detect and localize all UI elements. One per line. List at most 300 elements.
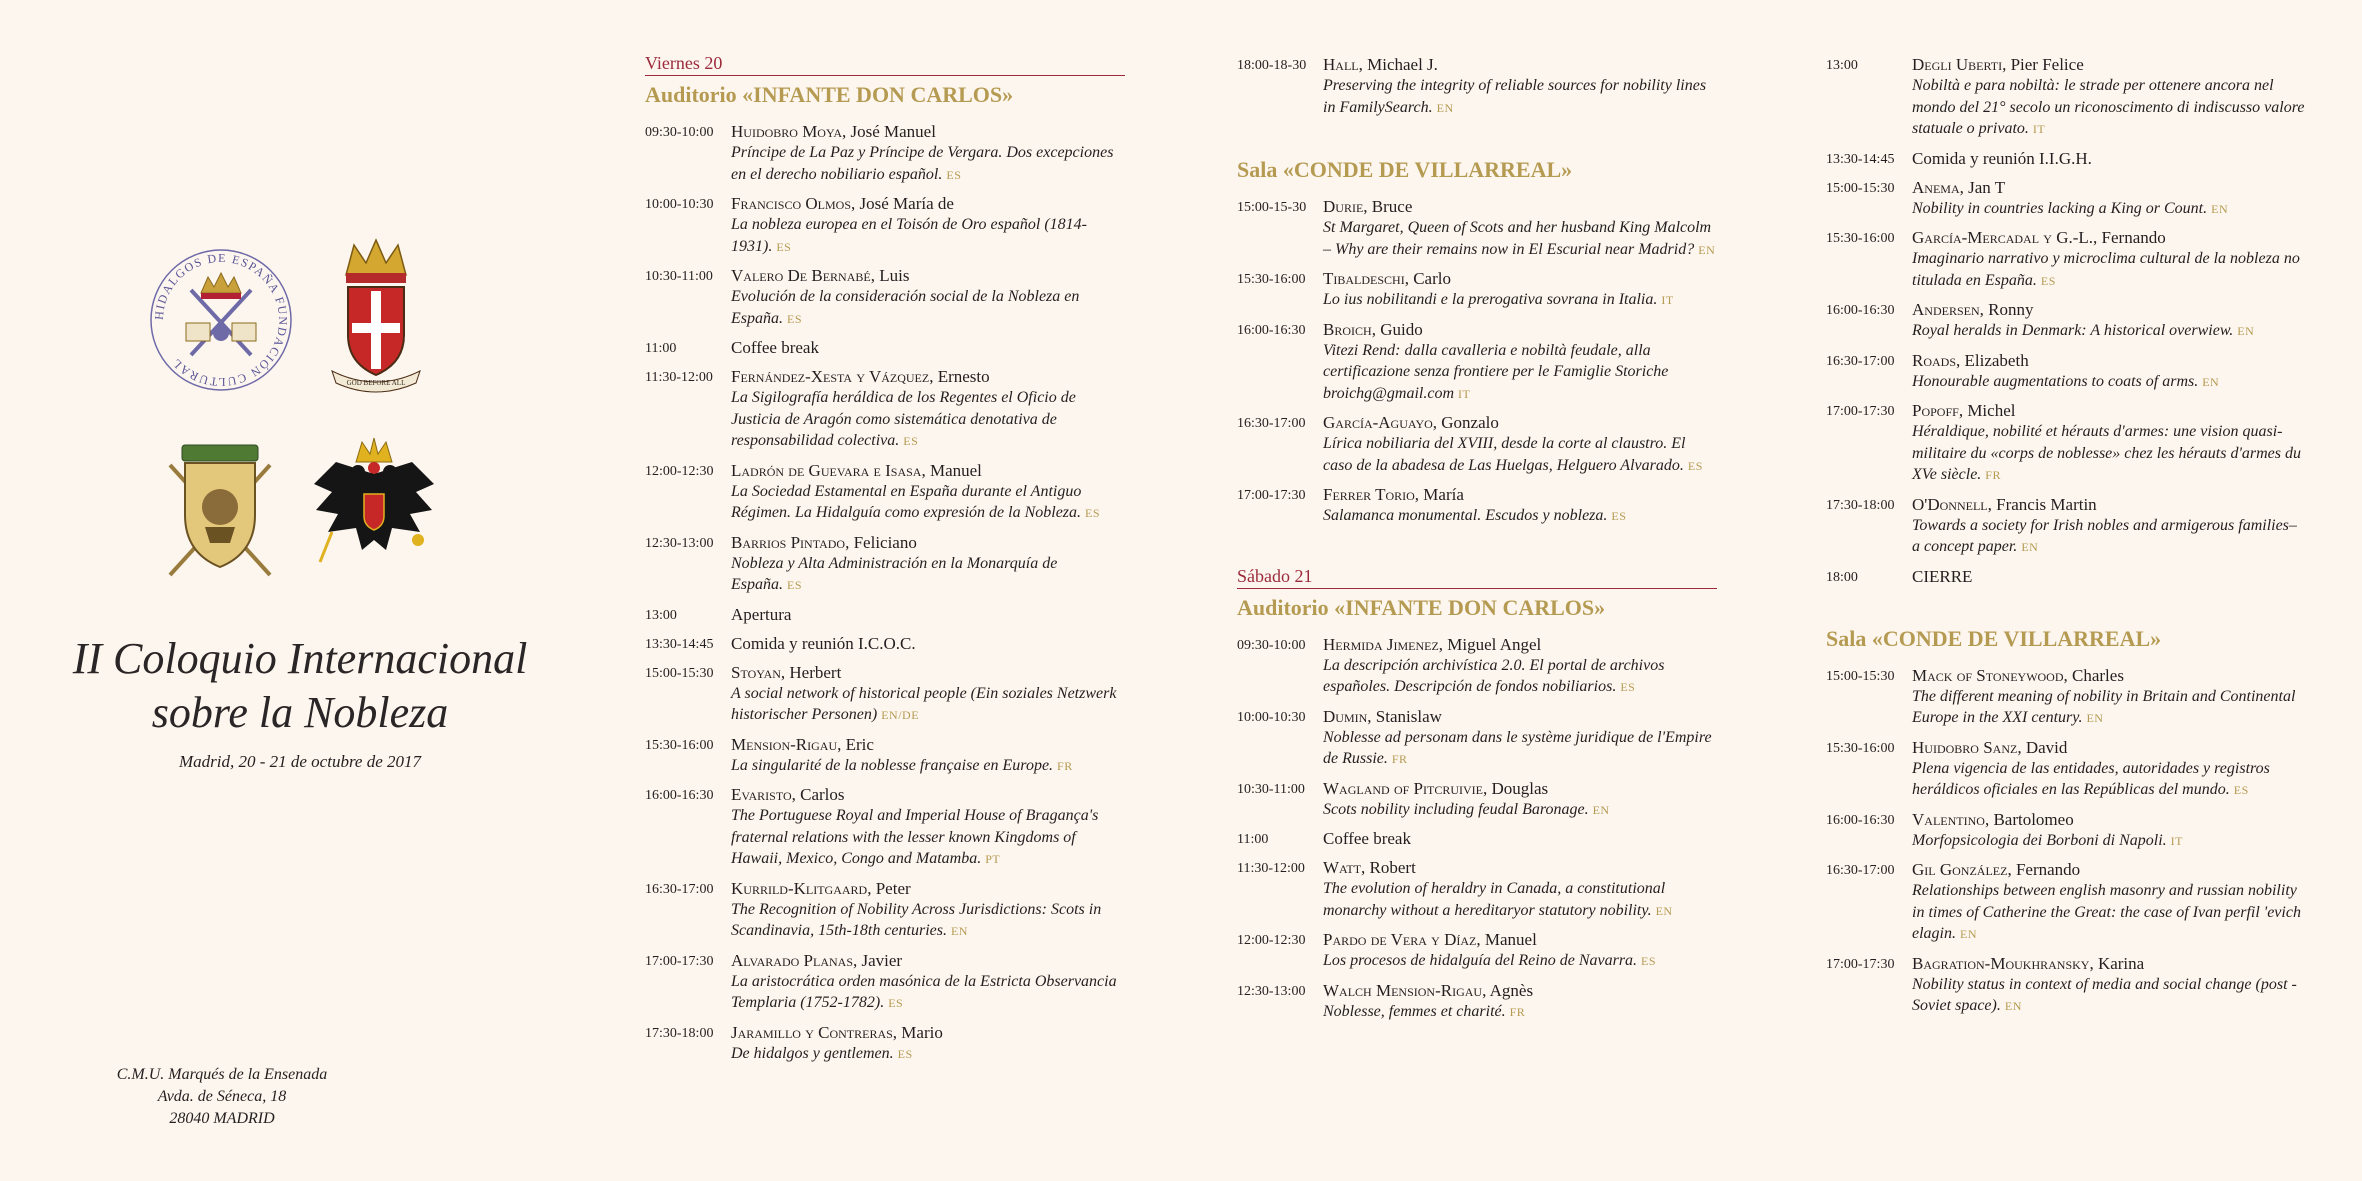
talk-title <box>1912 248 2306 292</box>
speaker-surname: Roads <box>1912 350 1957 370</box>
language-tag: FR <box>1509 1004 1526 1019</box>
speaker-given-name: , Gonzalo <box>1432 413 1499 432</box>
talk-title-text: Los procesos de hidalguía del Reino de Navarra. <box>1323 952 1638 969</box>
session-body <box>1323 706 1717 771</box>
program-entry <box>1237 778 1717 822</box>
speaker-surname: Huidobro Sanz <box>1912 737 2018 757</box>
session-body <box>731 460 1125 525</box>
talk-title <box>731 553 1125 597</box>
talk-title <box>731 1043 1125 1066</box>
svg-text:HIDALGOS DE ESPAÑA FUNDACIÓN C: HIDALGOS DE ESPAÑA FUNDACIÓN CULTURAL <box>151 250 291 390</box>
session-time: 15:00-15:30 <box>1826 180 1895 196</box>
session-body <box>731 784 1125 871</box>
program-list <box>1237 634 1717 1024</box>
talk-title <box>1912 758 2306 802</box>
speaker-name <box>1323 634 1717 655</box>
talk-title <box>1323 217 1717 261</box>
talk-title-text: Morfopsicologia dei Borboni di Napoli. <box>1912 831 2167 849</box>
program-column-2 <box>1237 54 1717 1030</box>
speaker-name <box>1912 227 2306 248</box>
speaker-given-name: , Agnès <box>1482 980 1534 1000</box>
session-body <box>731 878 1125 943</box>
session-time: 15:00-15:30 <box>1826 668 1895 684</box>
speaker-given-name: , Stanislaw <box>1367 706 1442 726</box>
session-time: 10:30-11:00 <box>1237 781 1305 797</box>
address-line: 28040 MADRID <box>169 1110 275 1127</box>
session-body <box>1912 54 2306 141</box>
talk-title-text: La singularité de la noblesse française en Europe. <box>731 756 1054 774</box>
language-tag: ES <box>787 311 803 326</box>
speaker-surname: Watt <box>1323 858 1362 877</box>
speaker-given-name: , Fernando <box>2007 860 2081 879</box>
talk-title-text: Noblesse ad personam dans le système juridique de l'Empire de Russie. <box>1323 728 1712 767</box>
session-label: Apertura <box>731 604 792 624</box>
session-body <box>731 193 1125 258</box>
talk-title <box>731 755 1125 778</box>
session-time: 15:00-15-30 <box>1237 200 1307 215</box>
speaker-given-name: , Ronny <box>1979 300 2034 319</box>
speaker-name <box>1323 196 1717 217</box>
speaker-surname: Alvarado Planas <box>731 950 853 970</box>
talk-title <box>731 142 1125 186</box>
session-body <box>1323 319 1717 406</box>
session-body <box>1912 859 2306 946</box>
speaker-given-name: , María <box>1414 485 1464 504</box>
talk-title-text: Noblesse, femmes et charité. <box>1323 1002 1506 1020</box>
talk-title-text: The different meaning of nobility in Britain and Continental Europe in the XXI century. <box>1912 687 2296 726</box>
language-tag: EN <box>1592 802 1610 817</box>
language-tag: EN <box>2086 711 2104 725</box>
program-entry <box>1826 227 2306 292</box>
session-time: 17:00-17:30 <box>1826 956 1895 972</box>
speaker-surname: Degli Uberti <box>1912 55 2003 74</box>
program-list <box>1237 196 1717 528</box>
session-body <box>1323 929 1717 973</box>
speaker-surname: Hermida Jimenez <box>1323 634 1439 654</box>
session-time: 15:00-15:30 <box>645 665 714 681</box>
language-tag: ES <box>2040 273 2056 288</box>
speaker-surname: Ferrer Torio <box>1323 485 1415 504</box>
speaker-surname: Fernández-Xesta y Vázquez <box>731 367 930 386</box>
language-tag: ES <box>897 1046 913 1061</box>
talk-title <box>1323 655 1717 699</box>
speaker-name <box>731 784 1125 805</box>
session-body <box>731 121 1125 186</box>
language-tag: ES <box>1085 506 1101 520</box>
program-entry <box>645 662 1125 727</box>
talk-title <box>1912 421 2306 487</box>
program-entry <box>1237 634 1717 699</box>
talk-title-text: Salamanca monumental. Escudos y nobleza. <box>1323 507 1608 524</box>
speaker-name <box>1912 665 2306 686</box>
speaker-given-name: , Michael J. <box>1358 55 1438 74</box>
session-body <box>731 532 1125 597</box>
session-body <box>1912 665 2306 730</box>
talk-title-text: Preserving the integrity of reliable sources for nobility lines in FamilySearch. <box>1323 77 1707 116</box>
talk-title-text: Royal heralds in Denmark: A historical overwiew. <box>1912 322 2234 339</box>
program-column-3 <box>1826 54 2306 1025</box>
talk-title <box>1912 686 2306 730</box>
talk-title <box>1323 799 1717 822</box>
program-entry <box>1826 400 2306 487</box>
session-time: 18:00 <box>1826 569 1858 585</box>
session-body <box>1323 196 1717 261</box>
speaker-surname: Valero De Bernabé <box>731 266 871 285</box>
cover-title <box>0 632 600 740</box>
session-time: 17:00-17:30 <box>1237 488 1306 503</box>
speaker-surname: Bagration-Moukhransky <box>1912 953 2090 973</box>
program-entry <box>1826 566 2306 588</box>
session-label: Comida y reunión I.I.G.H. <box>1912 148 2092 168</box>
language-tag: EN <box>2237 324 2255 338</box>
program-list <box>1826 54 2306 588</box>
session-time: 12:30-13:00 <box>1237 983 1306 999</box>
language-tag: PT <box>985 852 1001 866</box>
speaker-surname: Andersen <box>1912 300 1980 319</box>
program-entry <box>645 265 1125 330</box>
cover-title-line: sobre la Nobleza <box>151 688 449 737</box>
speaker-name <box>1912 350 2306 371</box>
program-column-1 <box>645 52 1125 1072</box>
room-heading: Auditorio «INFANTE DON CARLOS» <box>1237 594 1606 620</box>
program-entry <box>1237 828 1717 850</box>
session-time: 12:00-12:30 <box>645 463 714 479</box>
talk-title-text: The Recognition of Nobility Across Jurisdictions: Scots in Scandinavia, 15th-18th centuries. <box>731 900 1102 939</box>
session-time: 12:00-12:30 <box>1237 933 1306 948</box>
speaker-given-name: , Luis <box>870 266 910 285</box>
program-entry <box>1826 859 2306 946</box>
speaker-given-name: , Herbert <box>780 662 842 682</box>
speaker-surname: Broich <box>1323 319 1372 339</box>
language-tag: IT <box>2032 122 2046 136</box>
talk-title-text: The Portuguese Royal and Imperial House of Bragança's fraternal relations with the lesser known Kingdoms of Hawaii, Mexico, Congo and Matamba. <box>731 807 1099 867</box>
speaker-name <box>1912 737 2306 758</box>
speaker-name <box>1912 299 2306 320</box>
program-entry <box>645 950 1125 1015</box>
program-entry <box>1237 929 1717 973</box>
speaker-name <box>1323 929 1717 950</box>
language-tag: IT <box>1661 293 1674 307</box>
speaker-given-name: , Eric <box>837 734 874 754</box>
speaker-surname: Dumin <box>1323 706 1368 726</box>
session-time: 15:30-16:00 <box>1826 231 1895 246</box>
speaker-surname: Huidobro Moya <box>731 122 842 141</box>
session-body <box>1912 566 2306 588</box>
talk-title <box>1323 289 1717 312</box>
speaker-name <box>1912 809 2306 830</box>
speaker-surname: Mack of Stoneywood <box>1912 665 2064 685</box>
talk-title <box>1323 950 1717 973</box>
session-time: 13:00 <box>1826 58 1858 73</box>
session-time: 12:30-13:00 <box>645 535 714 551</box>
talk-title-text: St Margaret, Queen of Scots and her husband King Malcolm – Why are their remains now in El Escurial near Madrid? <box>1323 219 1712 258</box>
talk-title-text: Nobility in countries lacking a King or Count. <box>1912 199 2208 217</box>
session-body <box>1323 268 1717 312</box>
session-body <box>1912 299 2306 343</box>
session-time: 11:30-12:00 <box>645 370 713 385</box>
program-entry <box>1826 953 2306 1018</box>
session-body <box>1323 484 1717 528</box>
session-time: 18:00-18-30 <box>1237 58 1307 73</box>
day-heading: Viernes 20 <box>645 52 1125 76</box>
session-body <box>1912 148 2306 170</box>
program-entry <box>1826 299 2306 343</box>
session-body <box>1323 778 1717 822</box>
session-body <box>1912 737 2306 802</box>
talk-title <box>1912 75 2306 141</box>
speaker-given-name: , Manuel <box>921 460 982 480</box>
session-body <box>1323 828 1717 850</box>
speaker-given-name: , Manuel <box>1476 930 1537 949</box>
address-line: C.M.U. Marqués de la Ensenada <box>116 1066 328 1083</box>
speaker-surname: Anema <box>1912 177 1960 197</box>
program-entry <box>1237 484 1717 528</box>
speaker-name <box>731 460 1125 481</box>
session-time: 11:30-12:00 <box>1237 861 1305 876</box>
speaker-surname: Popoff <box>1912 401 1959 420</box>
session-time: 11:00 <box>1237 832 1269 847</box>
talk-title-text: Scots nobility including feudal Baronage. <box>1323 800 1589 818</box>
session-body <box>731 633 1125 655</box>
talk-title-text: Héraldique, nobilité et hérauts d'armes: une vision quasi-militaire du «corps de noblesse» chez les hérauts d'armes du XVe siècle. <box>1912 423 2302 483</box>
speaker-given-name: , Mario <box>892 1022 943 1042</box>
speaker-surname: Gil González <box>1912 860 2008 879</box>
speaker-given-name: , Elizabeth <box>1956 350 2029 370</box>
speaker-given-name: , Douglas <box>1483 778 1549 798</box>
session-body <box>1323 412 1717 477</box>
talk-title <box>731 286 1125 330</box>
speaker-name <box>1912 400 2306 421</box>
speaker-given-name: , Carlo <box>1404 269 1451 288</box>
speaker-surname: García-Mercadal y G.-L. <box>1912 228 2094 247</box>
speaker-name <box>1912 54 2306 75</box>
knight-shield-logo <box>160 435 280 585</box>
session-body <box>1912 494 2306 559</box>
speaker-surname: O'Donnell <box>1912 494 1988 514</box>
session-body <box>731 734 1125 778</box>
speaker-surname: Francisco Olmos <box>731 194 852 213</box>
speaker-surname: Kurrild-Klitgaard <box>731 878 868 898</box>
venue-address <box>0 1064 444 1130</box>
program-entry <box>1826 737 2306 802</box>
speaker-given-name: , Miguel Angel <box>1438 634 1542 654</box>
program-entry <box>645 1022 1125 1066</box>
language-tag: EN <box>950 924 968 938</box>
language-tag: ES <box>1611 509 1627 523</box>
program-entry <box>1237 857 1717 922</box>
day-heading: Sábado 21 <box>1237 565 1717 589</box>
language-tag: ES <box>776 239 792 254</box>
speaker-surname: Ladrón de Guevara e Isasa <box>731 460 922 480</box>
session-time: 13:30-14:45 <box>645 636 714 652</box>
talk-title <box>1912 830 2306 853</box>
language-tag: FR <box>1985 468 2001 482</box>
speaker-name <box>731 1022 1125 1043</box>
speaker-given-name: , Bruce <box>1363 197 1413 216</box>
speaker-name <box>1323 54 1717 75</box>
talk-title-text: La Sigilografía heráldica de los Regentes el Oficio de Justicia de Aragón como sistemática denotativa de responsabilidad colectiva. <box>731 389 1076 449</box>
speaker-name <box>1323 706 1717 727</box>
talk-title <box>731 214 1125 258</box>
session-time: 16:00-16:30 <box>645 788 714 803</box>
speaker-given-name: , Carlos <box>791 785 845 804</box>
program-entry <box>645 734 1125 778</box>
talk-title-text: La descripción archivística 2.0. El portal de archivos españoles. Descripción de fondos nobiliarios. <box>1323 656 1665 695</box>
talk-title <box>731 899 1125 943</box>
talk-title-text: The evolution of heraldry in Canada, a constitutional monarchy without a hereditaryor statutory nobility. <box>1323 880 1666 919</box>
talk-title <box>1323 505 1717 528</box>
language-tag: ES <box>903 434 919 448</box>
program-entry <box>1826 148 2306 170</box>
program-entry <box>645 121 1125 186</box>
program-entry <box>645 878 1125 943</box>
room-heading: Sala «CONDE DE VILLARREAL» <box>1237 157 1573 182</box>
language-tag: ES <box>1687 458 1703 473</box>
speaker-name <box>731 193 1125 214</box>
cover-title-line: II Coloquio Internacional <box>72 634 528 683</box>
speaker-surname: Pardo de Vera y Díaz <box>1323 930 1477 949</box>
speaker-surname: Durie <box>1323 197 1364 216</box>
session-label: CIERRE <box>1912 566 1973 586</box>
speaker-given-name: , José María de <box>851 194 954 213</box>
program-entry <box>645 366 1125 453</box>
language-tag: ES <box>787 578 803 592</box>
room-heading: Sala «CONDE DE VILLARREAL» <box>1826 625 2162 651</box>
language-tag: EN <box>1655 903 1673 918</box>
session-body <box>1912 809 2306 853</box>
speaker-surname: Stoyan <box>731 662 781 682</box>
speaker-name <box>731 878 1125 899</box>
language-tag: ES <box>2233 783 2249 797</box>
session-time: 16:00-16:30 <box>1826 812 1895 828</box>
talk-title-text: Plena vigencia de las entidades, autoridades y registros heráldicos oficiales en las Repúblicas del mundo. <box>1912 759 2270 798</box>
speaker-name <box>1323 778 1717 799</box>
speaker-surname: Barrios Pintado <box>731 532 846 552</box>
talk-title <box>731 683 1125 727</box>
talk-title-text: Príncipe de La Paz y Príncipe de Vergara. Dos excepciones en el derecho nobiliario español. <box>731 144 1114 183</box>
session-body <box>1912 953 2306 1018</box>
program-entry <box>1237 706 1717 771</box>
speaker-name <box>1323 412 1717 433</box>
speaker-given-name: , Pier Felice <box>2002 55 2084 74</box>
session-body <box>1912 177 2306 221</box>
speaker-name <box>1323 268 1717 289</box>
session-body <box>1323 857 1717 922</box>
speaker-name <box>1323 319 1717 340</box>
session-body <box>731 1022 1125 1066</box>
session-body <box>1323 54 1717 119</box>
session-time: 16:00-16:30 <box>1237 322 1306 338</box>
session-time: 16:30-17:00 <box>645 881 714 897</box>
language-tag: IT <box>2170 833 2183 848</box>
talk-title <box>1323 433 1717 477</box>
session-time: 17:30-18:00 <box>1826 497 1895 513</box>
session-body <box>731 662 1125 727</box>
program-entry <box>1237 980 1717 1024</box>
session-time: 13:30-14:45 <box>1826 151 1895 167</box>
fundacion-hidalgos-logo <box>146 245 296 395</box>
program-entry <box>1826 494 2306 559</box>
program-entry <box>1237 319 1717 406</box>
session-time: 13:00 <box>645 607 677 623</box>
talk-title-text: Nobleza y Alta Administración en la Monarquía de España. <box>731 554 1058 593</box>
session-time: 10:30-11:00 <box>645 269 713 284</box>
talk-title <box>1323 1001 1717 1024</box>
talk-title <box>1912 371 2306 394</box>
talk-title <box>1323 878 1717 922</box>
speaker-name <box>1323 980 1717 1001</box>
speaker-given-name: , Guido <box>1371 319 1423 339</box>
language-tag: ES <box>946 167 962 182</box>
speaker-given-name: , Karina <box>2089 953 2145 973</box>
speaker-surname: Evaristo <box>731 785 792 804</box>
talk-title-text: De hidalgos y gentlemen. <box>731 1044 894 1062</box>
speaker-name <box>731 532 1125 553</box>
language-tag: ES <box>1641 954 1657 968</box>
talk-title-text: Imaginario narrativo y microclima cultural de la nobleza no titulada en España. <box>1912 250 2300 289</box>
talk-title <box>1912 198 2306 221</box>
talk-title-text: Lírica nobiliaria del XVIII, desde la corte al claustro. El caso de la abadesa de Las Huelgas, Helguero Alvarado. <box>1323 435 1686 474</box>
speaker-given-name: , David <box>2017 737 2068 757</box>
speaker-given-name: , Francis Martin <box>1987 494 2097 514</box>
talk-title-text: Towards a society for Irish nobles and armigerous families– a concept paper. <box>1912 516 2297 555</box>
talk-title <box>731 387 1125 453</box>
program-list <box>1237 54 1717 119</box>
program-entry <box>645 633 1125 655</box>
speaker-surname: Hall <box>1323 55 1359 74</box>
program-entry <box>645 460 1125 525</box>
program-entry <box>1826 809 2306 853</box>
talk-title-text: La Sociedad Estamental en España durante el Antiguo Régimen. La Hidalguía como expresión de la Nobleza. <box>731 482 1082 521</box>
speaker-surname: García-Aguayo <box>1323 413 1433 432</box>
speaker-given-name: , Michel <box>1958 401 2016 420</box>
program-list <box>645 121 1125 1065</box>
talk-title-text: Relationships between english masonry and russian nobility in times of Catherine the Great: the case of Ivan perfil 'evich elagin. <box>1912 882 2301 942</box>
speaker-given-name: , Bartolomeo <box>1984 809 2074 829</box>
program-entry <box>1237 268 1717 312</box>
talk-title <box>1912 515 2306 559</box>
talk-title <box>731 971 1125 1015</box>
speaker-name <box>731 265 1125 286</box>
speaker-surname: Valentino <box>1912 809 1985 829</box>
speaker-surname: Jaramillo y Contreras <box>731 1022 893 1042</box>
speaker-name <box>731 950 1125 971</box>
program-entry <box>645 337 1125 359</box>
speaker-surname: Wagland of Pitcruivie <box>1323 778 1483 798</box>
session-body <box>731 604 1125 626</box>
talk-title-text: La nobleza europea en el Toisón de Oro español (1814-1931). <box>731 216 1087 255</box>
language-tag: EN <box>2202 374 2220 389</box>
program-entry <box>1237 196 1717 261</box>
speaker-name <box>1912 177 2306 198</box>
speaker-name <box>731 121 1125 142</box>
session-time: 11:00 <box>645 341 677 356</box>
program-entry <box>1237 412 1717 477</box>
talk-title-text: Honourable augmentations to coats of arms. <box>1912 372 2199 390</box>
language-tag: EN <box>1436 100 1454 115</box>
session-time: 17:30-18:00 <box>645 1025 714 1041</box>
session-body <box>731 265 1125 330</box>
program-entry <box>645 784 1125 871</box>
cover-date: Madrid, 20 - 21 de octubre de 2017 <box>178 752 422 771</box>
program-entry <box>1826 350 2306 394</box>
cover-panel <box>0 0 600 1181</box>
speaker-surname: Walch Mension-Rigau <box>1323 980 1483 1000</box>
session-label: Comida y reunión I.C.O.C. <box>731 633 916 653</box>
session-time: 15:30-16:00 <box>1237 272 1306 287</box>
session-body <box>1912 400 2306 487</box>
speaker-name <box>1323 484 1717 505</box>
